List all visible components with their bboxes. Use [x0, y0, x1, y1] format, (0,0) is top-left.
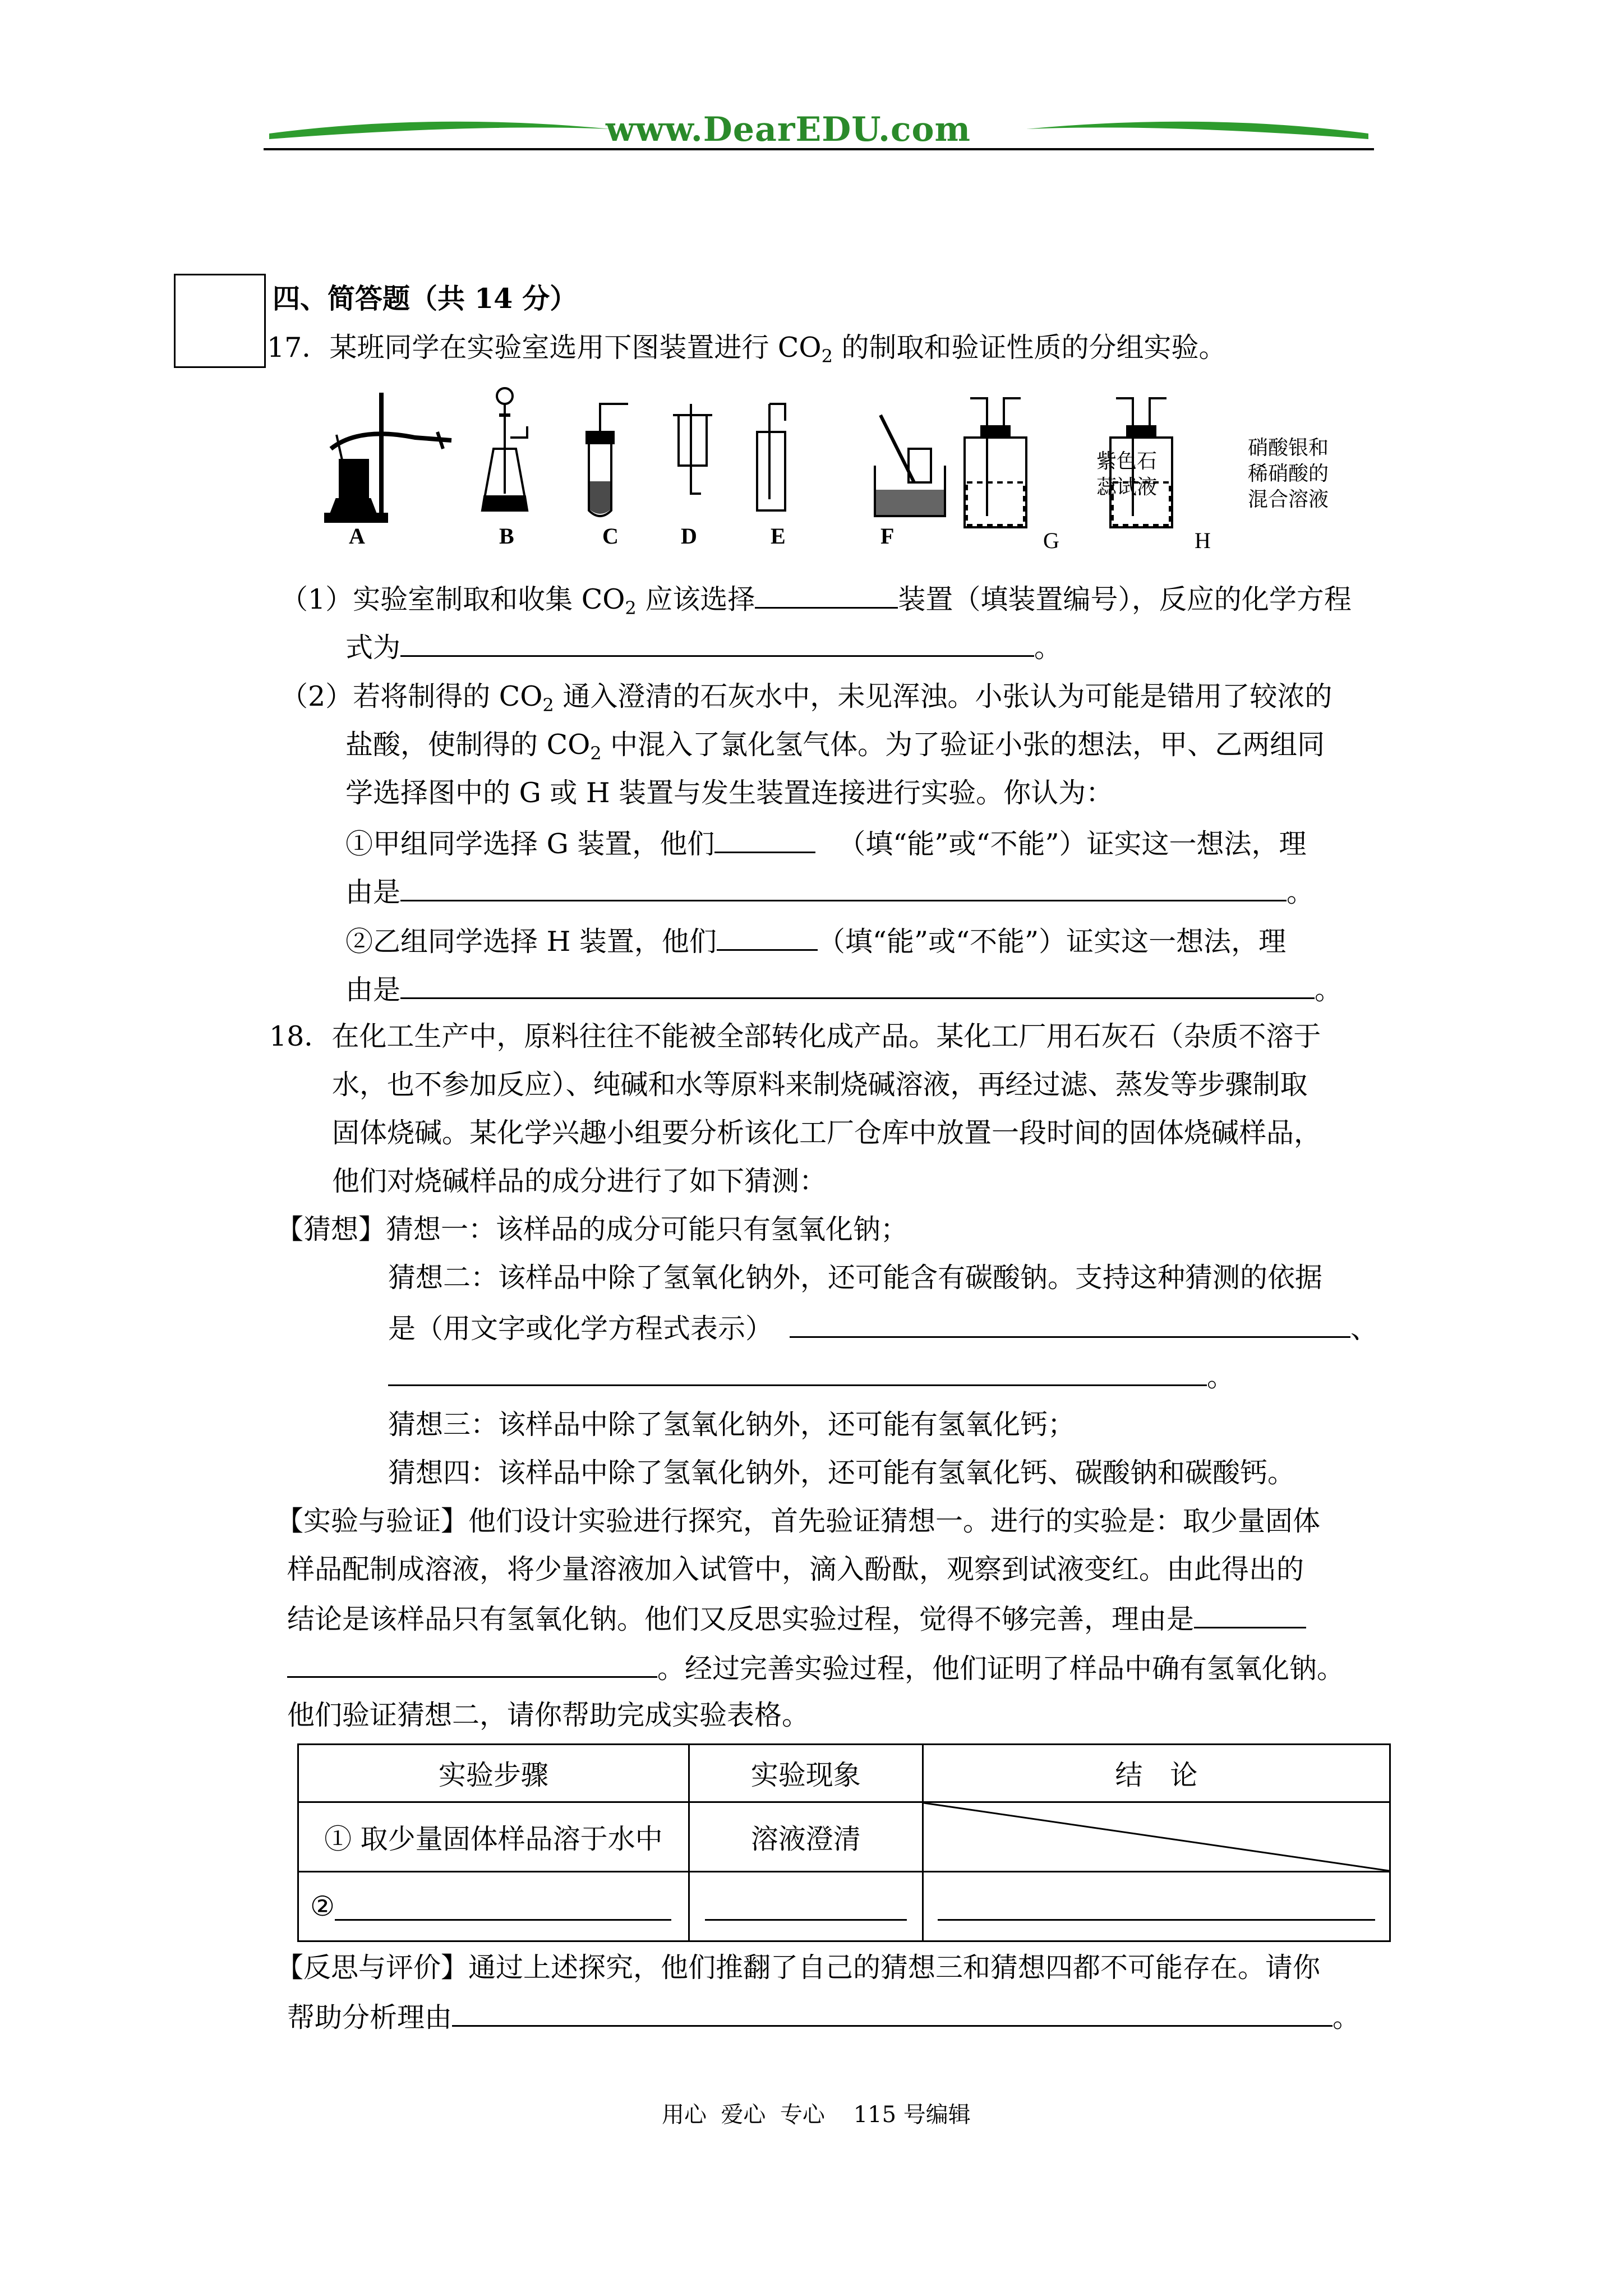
q17-part2-b2: 由是 。	[345, 970, 1342, 1008]
score-box[interactable]	[174, 274, 266, 368]
section-title: 四、简答题（共 14 分）	[273, 282, 578, 315]
site-logo: www.DearEDU.com	[606, 110, 971, 149]
apparatus-g	[965, 398, 1026, 527]
label-d: D	[681, 523, 697, 549]
q17-part1-line1: （1）实验室制取和收集 $CO_2$ 应该选择 装置（填装置编号），反应的化学方程	[280, 580, 1352, 626]
table-row2-conclusion	[923, 1872, 1390, 1941]
table-header-conclusion: 结 论	[923, 1745, 1390, 1802]
label-h: H	[1195, 528, 1211, 553]
guess-3: 猜想三：该样品中除了氢氧化钠外，还可能有氢氧化钙；	[388, 1409, 1076, 1441]
q17-part2-line2: 盐酸，使制得的 $CO_2$ 中混入了氯化氢气体。为了验证小张的想法，甲、乙两组同	[345, 729, 1325, 764]
label-a: A	[349, 523, 365, 549]
guess-2-line2: 是（用文字或化学方程式表示） 、	[388, 1309, 1378, 1347]
experiment-line5: 他们验证猜想二，请你帮助完成实验表格。	[287, 1699, 810, 1731]
apparatus-f	[875, 415, 945, 516]
label-e: E	[771, 523, 786, 549]
table-header-step: 实验步骤	[298, 1745, 689, 1802]
apparatus-a	[325, 393, 451, 522]
experiment-line4: 。经过完善实验过程，他们证明了样品中确有氢氧化钠。	[287, 1649, 1344, 1687]
page-footer: 用心 爱心 专心 115 号编辑	[662, 2102, 971, 2128]
answer-blank-reason-1[interactable]	[1194, 1600, 1306, 1628]
apparatus-figure	[314, 381, 1380, 550]
q17-part2-b1: ②乙组同学选择 H 装置，他们 （填“能”或“不能”）证实这一想法，理	[345, 922, 1286, 960]
apparatus-b	[482, 388, 527, 510]
answer-blank-h-reason[interactable]	[400, 970, 1315, 999]
answer-blank-table-phenomenon[interactable]	[705, 1897, 907, 1921]
answer-blank-table-conclusion[interactable]	[938, 1897, 1375, 1921]
table-row1-conclusion-slashed	[923, 1802, 1390, 1872]
g-solution-label: 紫色石 蕊试液	[1096, 450, 1158, 499]
answer-blank-guess2-basis-1[interactable]	[790, 1309, 1350, 1338]
experiment-line1: 【实验与验证】他们设计实验进行探究，首先验证猜想一。进行的实验是：取少量固体	[276, 1505, 1321, 1537]
answer-blank-reason-2[interactable]	[287, 1649, 657, 1678]
apparatus-e	[757, 404, 785, 510]
answer-blank-g-can[interactable]	[714, 825, 815, 853]
h-solution-label: 硝酸银和 稀硝酸的 混合溶液	[1248, 436, 1329, 511]
q17-part2-a2: 由是 。	[345, 873, 1314, 910]
answer-blank-h-can[interactable]	[717, 922, 818, 951]
guess-2-line3: 。	[388, 1358, 1234, 1395]
table-row1-step: ① 取少量固体样品溶于水中	[298, 1802, 689, 1872]
experiment-table	[297, 1743, 1391, 1942]
answer-blank-equation[interactable]	[400, 628, 1034, 657]
table-header-phenomenon: 实验现象	[689, 1745, 923, 1802]
q18-line3: 固体烧碱。某化学兴趣小组要分析该化工厂仓库中放置一段时间的固体烧碱样品，	[332, 1117, 1322, 1149]
guess-2-line1: 猜想二：该样品中除了氢氧化钠外，还可能含有碳酸钠。支持这种猜测的依据	[388, 1262, 1323, 1294]
guess-4: 猜想四：该样品中除了氢氧化钠外，还可能有氢氧化钙、碳酸钠和碳酸钙。	[388, 1457, 1295, 1489]
apparatus-d	[673, 404, 712, 494]
q18-line1: 18．在化工生产中，原料往往不能被全部转化成产品。某化工厂用石灰石（杂质不溶于	[269, 1020, 1321, 1052]
label-f: F	[880, 523, 895, 549]
answer-blank-g-reason[interactable]	[400, 873, 1287, 901]
q17-part2-line1: （2）若将制得的 $CO_2$ 通入澄清的石灰水中，未见浑浊。小张认为可能是错用了较浓的	[280, 680, 1332, 716]
answer-blank-apparatus[interactable]	[755, 580, 898, 609]
answer-blank-table-step[interactable]	[335, 1897, 671, 1921]
q17-part2-line3: 学选择图中的 G 或 H 装置与发生装置连接进行实验。你认为：	[345, 777, 1114, 809]
answer-blank-reflection[interactable]	[452, 1998, 1332, 2027]
label-b: B	[499, 523, 514, 549]
experiment-line3: 结论是该样品只有氢氧化钠。他们又反思实验过程，觉得不够完善，理由是	[287, 1600, 1306, 1637]
q18-line4: 他们对烧碱样品的成分进行了如下猜测：	[332, 1165, 827, 1197]
label-c: C	[602, 523, 619, 549]
q17-part1-line2: 式为 。	[345, 628, 1062, 666]
experiment-line2: 样品配制成溶液，将少量溶液加入试管中，滴入酚酞，观察到试液变红。由此得出的	[287, 1553, 1304, 1585]
q17-stem: 17．某班同学在实验室选用下图装置进行 $CO_2$ 的制取和验证性质的分组实验。	[267, 332, 1227, 367]
table-row2-phenomenon	[689, 1872, 923, 1941]
table-row2-step: ②	[298, 1872, 689, 1941]
table-row1-phenomenon: 溶液澄清	[689, 1802, 923, 1872]
reflection-line2: 帮助分析理由 。	[287, 1998, 1360, 2036]
q18-line2: 水，也不参加反应）、纯碱和水等原料来制烧碱溶液，再经过滤、蒸发等步骤制取	[332, 1069, 1308, 1101]
reflection-line1: 【反思与评价】通过上述探究，他们推翻了自己的猜想三和猜想四都不可能存在。请你	[276, 1952, 1321, 1984]
apparatus-c	[587, 404, 628, 516]
q17-part2-a1: ①甲组同学选择 G 装置，他们 （填“能”或“不能”）证实这一想法，理	[345, 825, 1307, 862]
label-g: G	[1043, 528, 1059, 553]
answer-blank-guess2-basis-2[interactable]	[388, 1358, 1207, 1386]
guess-1: 【猜想】猜想一：该样品的成分可能只有氢氧化钠；	[276, 1213, 909, 1245]
